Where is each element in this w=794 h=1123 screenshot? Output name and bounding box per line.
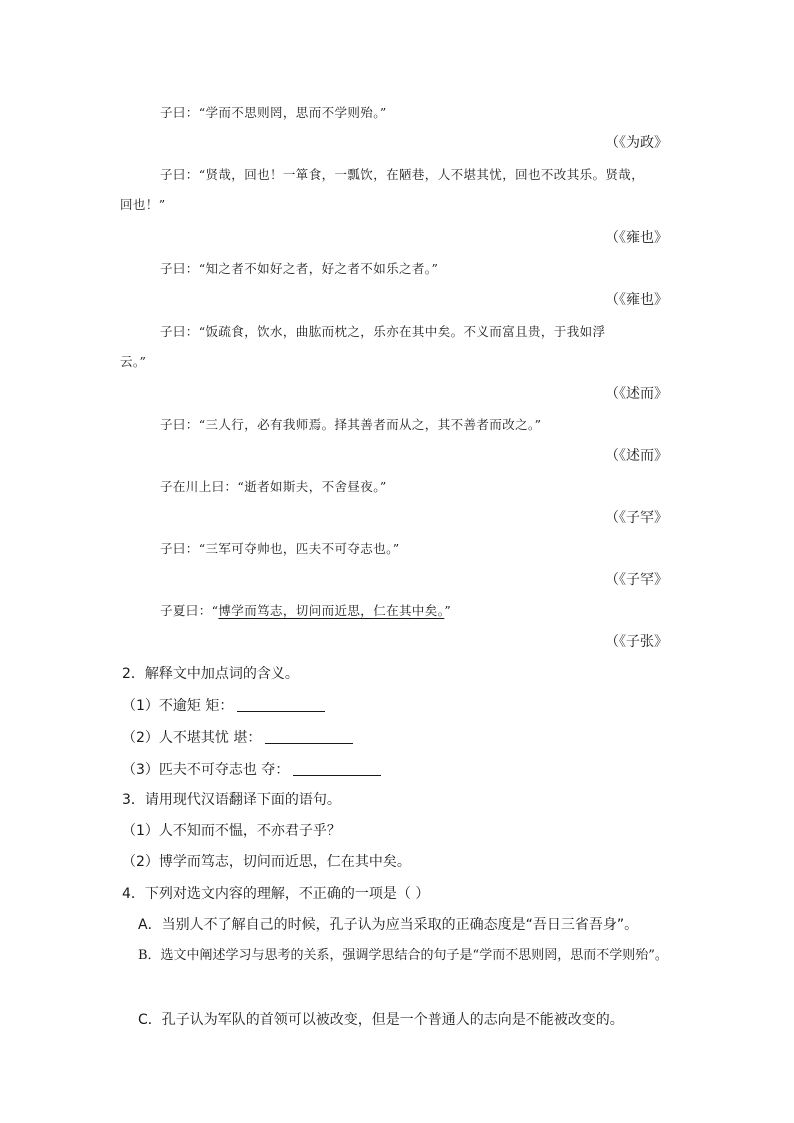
question-3-item-1: （1）人不知而不愠，不亦君子乎？ [122,823,341,839]
quote-source: （《雍也》 [605,292,668,308]
quote-source: （《子张》 [605,634,668,650]
quote-speaker: 子曰： [160,417,199,432]
question-2-title: 2．解释文中加点词的含义。 [122,666,299,682]
quote-speaker: 子在川上曰： [160,479,238,494]
quote-5 [160,415,541,435]
quote-source: （《子罕》 [605,572,668,588]
question-2-item-2 [122,728,353,748]
quote-speaker: 子曰： [160,105,199,120]
quote-close-mark: ” [444,603,452,618]
quote-source: （《为政》 [605,135,668,151]
quote-speaker: 子夏曰： [160,603,212,618]
quote-text: “三人行，必有我师焉。择其善者而从之，其不善者而改之。” [198,417,542,432]
quote-speaker: 子曰： [160,261,199,276]
answer-blank[interactable] [293,761,381,776]
quote-6 [160,477,387,497]
quote-text: “逝者如斯夫，不舍昼夜。” [237,479,387,494]
quote-text: “贤哉，回也！一箪食，一瓢饮，在陋巷，人不堪其忧，回也不改其乐。贤哉， [198,167,645,182]
quote-speaker: 子曰： [160,324,199,339]
quote-underlined-text: 博学而笃志，切问而近思，仁在其中矣。 [218,603,445,618]
quote-1 [160,103,387,123]
quote-open-mark: “ [211,603,219,618]
quote-8 [160,601,451,621]
quote-continuation: 回也！” [120,197,166,212]
quote-text: “知之者不如好之者，好之者不如乐之者。” [198,261,439,276]
quote-3 [160,259,438,279]
option-a: A．当别人不了解自己的时候，孔子认为应当采取的正确态度是“吾日三省吾身”。 [138,917,639,933]
option-b: B．选文中阐述学习与思考的关系，强调学思结合的句子是“学而不思则罔，思而不学则殆”。 [138,948,668,963]
item-text: （2）人不堪其忧 堪： [122,730,262,746]
quote-speaker: 子曰： [160,541,199,556]
quote-source: （《述而》 [605,448,668,464]
quote-speaker: 子曰： [160,167,199,182]
question-4-title: 4．下列对选文内容的理解，不正确的一项是（ ） [122,886,430,902]
question-2-item-1 [122,696,325,716]
question-3-title: 3．请用现代汉语翻译下面的语句。 [122,792,341,808]
quote-7 [160,539,400,559]
quote-text: “学而不思则罔，思而不学则殆。” [198,105,387,120]
answer-blank[interactable] [237,697,325,712]
quote-continuation: 云。” [120,354,147,369]
item-text: （3）匹夫不可夺志也 夺： [122,762,290,778]
option-c: C．孔子认为军队的首领可以被改变，但是一个普通人的志向是不能被改变的。 [138,1012,624,1028]
quote-2 [160,165,644,185]
quote-source: （《雍也》 [605,230,668,246]
quote-source: （《子罕》 [605,510,668,526]
quote-text: “饭疏食，饮水，曲肱而枕之，乐亦在其中矣。不义而富且贵，于我如浮 [198,324,606,339]
item-text: （1）不逾矩 矩： [122,698,234,714]
quote-4 [160,322,605,342]
question-2-item-3 [122,760,381,780]
answer-blank[interactable] [265,729,353,744]
quote-text: “三军可夺帅也，匹夫不可夺志也。” [198,541,400,556]
question-3-item-2: （2）博学而笃志，切问而近思，仁在其中矣。 [122,854,411,870]
quote-source: （《述而》 [605,386,668,402]
